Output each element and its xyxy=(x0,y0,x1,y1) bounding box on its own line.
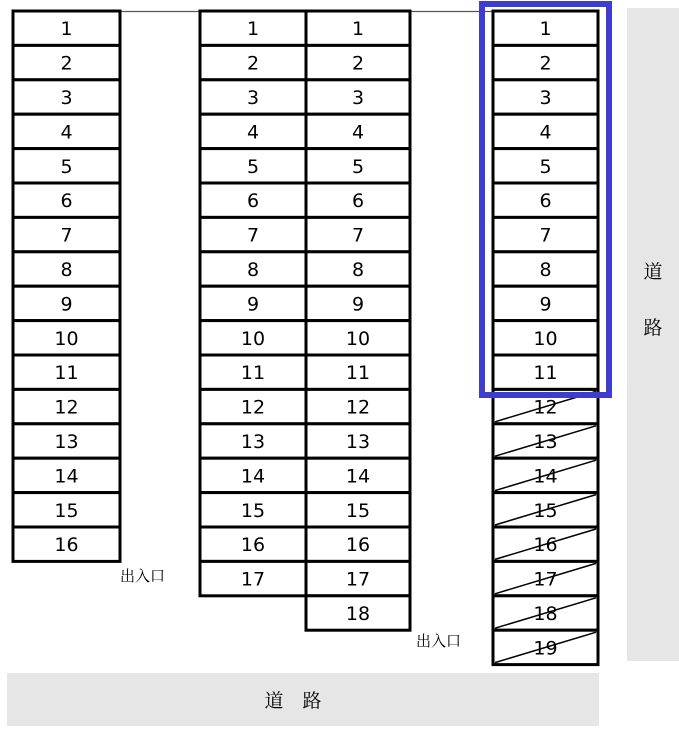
parking-space-number: 13 xyxy=(533,431,558,453)
parking-space-number: 15 xyxy=(345,499,371,522)
parking-space xyxy=(493,321,598,355)
parking-space xyxy=(306,596,410,630)
parking-space xyxy=(306,493,410,527)
parking-space xyxy=(13,252,120,286)
parking-space-number: 14 xyxy=(240,465,266,488)
parking-space xyxy=(493,80,598,114)
parking-space xyxy=(200,527,306,561)
parking-space-number: 8 xyxy=(539,259,552,281)
parking-space xyxy=(493,458,598,492)
parking-space-number: 2 xyxy=(351,52,365,75)
parking-space-number: 18 xyxy=(345,603,371,625)
parking-space xyxy=(306,286,410,320)
parking-space xyxy=(493,561,598,595)
parking-space-number: 4 xyxy=(60,121,73,144)
parking-space-number: 4 xyxy=(539,121,552,144)
parking-column-c xyxy=(306,11,410,630)
parking-space xyxy=(493,11,598,45)
parking-column-a xyxy=(13,11,120,561)
parking-space-number: 4 xyxy=(351,121,365,144)
parking-space-number: 2 xyxy=(539,52,552,75)
parking-space-number: 8 xyxy=(246,259,260,281)
parking-space xyxy=(13,149,120,183)
parking-space xyxy=(306,11,410,45)
parking-space-number: 2 xyxy=(60,52,73,75)
parking-space-number: 5 xyxy=(539,155,552,178)
parking-space-number: 19 xyxy=(533,637,558,660)
parking-space xyxy=(200,321,306,355)
parking-space-number: 9 xyxy=(246,293,260,316)
parking-space xyxy=(306,45,410,79)
parking-space-number: 2 xyxy=(246,52,260,75)
parking-space xyxy=(306,458,410,492)
parking-space xyxy=(200,114,306,148)
parking-space xyxy=(13,80,120,114)
parking-space-number: 10 xyxy=(345,327,371,350)
parking-space xyxy=(200,80,306,114)
parking-space xyxy=(493,183,598,217)
parking-space xyxy=(306,114,410,148)
parking-space-number: 12 xyxy=(533,396,558,419)
road-right-label-1: 道 xyxy=(643,261,663,283)
parking-space-number: 9 xyxy=(539,293,552,316)
parking-space-number: 16 xyxy=(533,534,558,557)
parking-space-number: 6 xyxy=(60,190,73,213)
parking-space-number: 6 xyxy=(351,190,365,213)
parking-space xyxy=(13,114,120,148)
parking-space-number: 17 xyxy=(240,568,266,591)
parking-column-d xyxy=(493,11,598,665)
parking-space xyxy=(13,424,120,458)
parking-space-number: 10 xyxy=(533,327,558,350)
parking-space xyxy=(200,493,306,527)
parking-space-number: 14 xyxy=(54,465,79,488)
parking-space-number: 9 xyxy=(351,293,365,316)
parking-space xyxy=(13,355,120,389)
parking-space xyxy=(493,493,598,527)
parking-space xyxy=(306,183,410,217)
parking-space xyxy=(493,45,598,79)
parking-space xyxy=(200,389,306,423)
parking-space xyxy=(200,11,306,45)
parking-space-number: 9 xyxy=(60,293,73,316)
parking-space xyxy=(493,114,598,148)
parking-space-number: 7 xyxy=(246,224,260,247)
parking-space-number: 11 xyxy=(345,362,371,385)
parking-space-number: 6 xyxy=(246,190,260,213)
parking-space xyxy=(13,527,120,561)
parking-space-number: 12 xyxy=(345,396,371,419)
parking-space xyxy=(306,321,410,355)
parking-space-number: 3 xyxy=(60,87,73,109)
parking-space-number: 17 xyxy=(533,568,558,591)
parking-space xyxy=(493,424,598,458)
parking-space xyxy=(13,183,120,217)
parking-space-number: 8 xyxy=(60,259,73,281)
parking-space-number: 12 xyxy=(54,396,79,419)
parking-space xyxy=(493,217,598,251)
parking-space-number: 14 xyxy=(533,465,558,488)
parking-space-number: 16 xyxy=(54,534,79,557)
parking-space xyxy=(306,527,410,561)
parking-space-number: 4 xyxy=(246,121,260,144)
parking-space-number: 7 xyxy=(539,224,552,247)
parking-space xyxy=(13,321,120,355)
parking-space xyxy=(493,527,598,561)
parking-space xyxy=(13,45,120,79)
parking-space-number: 1 xyxy=(351,18,365,41)
parking-space-number: 5 xyxy=(60,155,73,178)
parking-space-number: 3 xyxy=(246,87,260,109)
parking-space xyxy=(306,389,410,423)
parking-column-b xyxy=(200,11,306,596)
parking-space xyxy=(200,355,306,389)
parking-space xyxy=(306,561,410,595)
parking-space-number: 6 xyxy=(539,190,552,213)
parking-space-number: 7 xyxy=(351,224,365,247)
parking-space xyxy=(200,183,306,217)
parking-space-number: 16 xyxy=(345,534,371,557)
parking-space xyxy=(200,45,306,79)
parking-space-number: 11 xyxy=(240,362,266,385)
parking-space-number: 11 xyxy=(54,362,79,385)
entrance-label-left: 出入口 xyxy=(120,567,166,585)
parking-space-number: 1 xyxy=(60,18,73,41)
parking-space xyxy=(13,217,120,251)
parking-space xyxy=(13,11,120,45)
parking-space xyxy=(493,252,598,286)
road-bottom-label: 道 路 xyxy=(264,690,322,712)
parking-space-number: 15 xyxy=(240,499,266,522)
parking-space-number: 16 xyxy=(240,534,266,557)
parking-space xyxy=(200,252,306,286)
parking-space-number: 18 xyxy=(533,603,558,625)
parking-space-number: 13 xyxy=(54,431,79,453)
parking-space-number: 1 xyxy=(539,18,552,41)
parking-space xyxy=(306,217,410,251)
parking-space-number: 15 xyxy=(533,499,558,522)
parking-space xyxy=(200,424,306,458)
parking-space xyxy=(306,252,410,286)
parking-space xyxy=(200,458,306,492)
parking-space xyxy=(200,149,306,183)
parking-space xyxy=(13,493,120,527)
parking-space-number: 5 xyxy=(246,155,260,178)
parking-space xyxy=(13,286,120,320)
parking-space-number: 13 xyxy=(345,431,371,453)
parking-space-number: 10 xyxy=(240,327,266,350)
parking-space xyxy=(493,149,598,183)
parking-space-number: 10 xyxy=(54,327,79,350)
parking-space-number: 12 xyxy=(240,396,266,419)
parking-space-number: 14 xyxy=(345,465,371,488)
parking-space xyxy=(200,561,306,595)
parking-space-number: 11 xyxy=(533,362,558,385)
entrance-label-right: 出入口 xyxy=(416,632,462,650)
parking-space xyxy=(306,424,410,458)
parking-space xyxy=(493,596,598,630)
parking-space-number: 17 xyxy=(345,568,371,591)
road-right-label-2: 路 xyxy=(643,317,663,339)
parking-space-number: 3 xyxy=(351,87,365,109)
parking-space-number: 13 xyxy=(240,431,266,453)
parking-space-number: 5 xyxy=(351,155,365,178)
parking-space-number: 3 xyxy=(539,87,552,109)
parking-space xyxy=(13,458,120,492)
parking-space xyxy=(13,389,120,423)
parking-space xyxy=(200,286,306,320)
parking-space xyxy=(306,149,410,183)
parking-space xyxy=(493,355,598,389)
parking-space-number: 15 xyxy=(54,499,79,522)
parking-space-number: 8 xyxy=(351,259,365,281)
parking-space xyxy=(493,286,598,320)
parking-space xyxy=(200,217,306,251)
parking-space xyxy=(306,355,410,389)
parking-space-number: 1 xyxy=(246,18,260,41)
parking-space-number: 7 xyxy=(60,224,73,247)
parking-space xyxy=(493,630,598,664)
parking-space xyxy=(306,80,410,114)
